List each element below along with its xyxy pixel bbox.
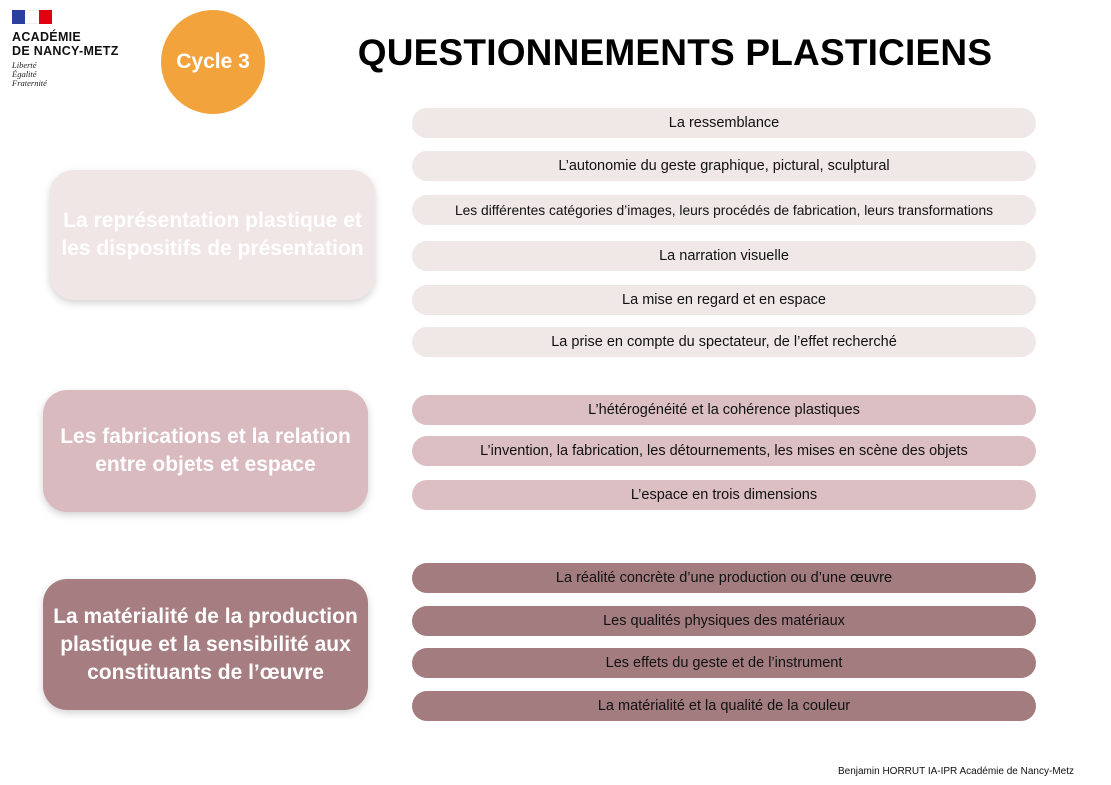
category-fabrications [43,390,368,512]
list-item: Les différentes catégories d’images, leurs procédés de fabrication, leurs transformations [412,195,1036,225]
academy-logo [12,10,152,100]
list-item: L’espace en trois dimensions [412,480,1036,510]
cycle-badge [161,10,265,114]
category-label: La représentation plastique et les dispositifs de présentation [61,209,364,260]
category-label: Les fabrications et la relation entre objets et espace [60,425,351,476]
motto-fraternite: Fraternité [12,78,47,88]
list-item: La matérialité et la qualité de la couleur [412,691,1036,721]
list-item: La ressemblance [412,108,1036,138]
author-credit: Benjamin HORRUT IA-IPR Académie de Nancy-Metz [837,766,1074,777]
list-item: La réalité concrète d’une production ou d’une œuvre [412,563,1036,593]
list-item: La prise en compte du spectateur, de l’effet recherché [412,327,1036,357]
category-materialite [43,579,368,710]
list-item: Les effets du geste et de l’instrument [412,648,1036,678]
category-label: La matérialité de la production plastique et la sensibilité aux constituants de l’œuvre [53,604,358,684]
motto-egalite: Égalité [12,69,37,79]
list-item: La narration visuelle [412,241,1036,271]
logo-academie: ACADÉMIE [12,30,82,44]
list-item: L’hétérogénéité et la cohérence plastiques [412,395,1036,425]
cycle-label: Cycle 3 [176,50,250,73]
republic-motto [12,61,152,88]
list-item: L’autonomie du geste graphique, pictural, sculptural [412,151,1036,181]
motto-liberte: Liberté [12,60,37,70]
page-title: QUESTIONNEMENTS PLASTICIENS [357,32,993,73]
list-item: Les qualités physiques des matériaux [412,606,1036,636]
list-item: L’invention, la fabrication, les détournements, les mises en scène des objets [412,436,1036,466]
french-flag-icon [12,10,52,24]
list-item: La mise en regard et en espace [412,285,1036,315]
logo-nancy-metz: DE NANCY-METZ [12,44,119,58]
category-representation [50,170,375,300]
